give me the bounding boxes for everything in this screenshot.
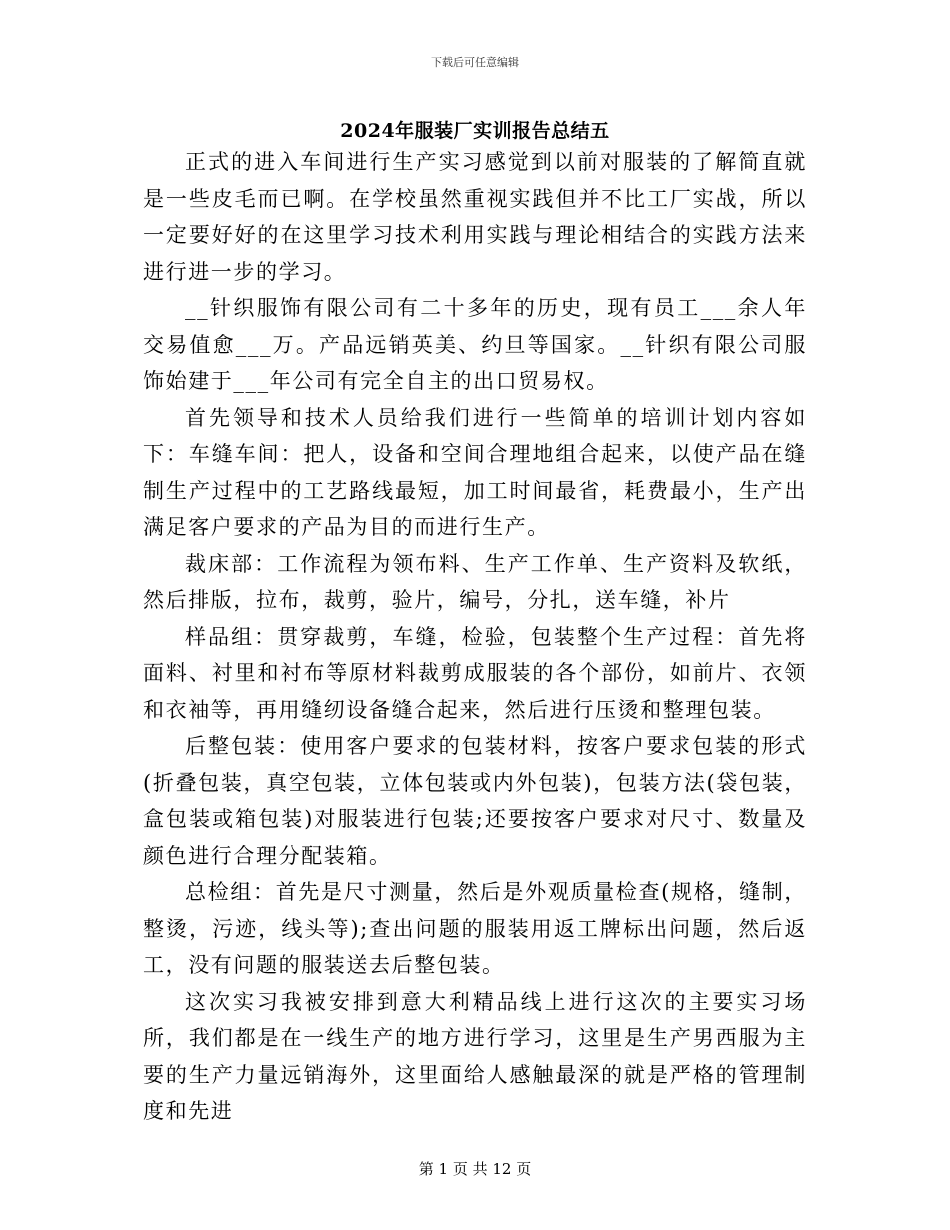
paragraph-internship: 这次实习我被安排到意大利精品线上进行这次的主要实习场所，我们都是在一线生产的地方进行学习，这里是生产男西服为主要的生产力量远销海外，这里面给人感触最深的就是严格的管理制度和先进	[143, 989, 807, 1123]
paragraph-company: __针织服饰有限公司有二十多年的历史，现有员工___余人年交易值愈___万。产品远销英美、约旦等国家。__针织有限公司服饰始建于___年公司有完全自主的出口贸易权。	[143, 296, 807, 393]
paragraph-intro: 正式的进入车间进行生产实习感觉到以前对服装的了解简直就是一些皮毛而已啊。在学校虽然重视实践但并不比工厂实战，所以一定要好好的在这里学习技术利用实践与理论相结合的实践方法来进行进一步的学习。	[143, 150, 807, 284]
document-title: 2024年服装厂实训报告总结五	[340, 120, 610, 142]
document-body	[143, 144, 807, 1130]
paragraph-sample: 样品组：贯穿裁剪，车缝，检验，包装整个生产过程：首先将面料、衬里和衬布等原材料裁剪成服装的各个部份，如前片、衣领和衣袖等，再用缝纫设备缝合起来，然后进行压烫和整理包装。	[143, 624, 807, 722]
paragraph-training: 首先领导和技术人员给我们进行一些简单的培训计划内容如下：车缝车间：把人，设备和空间合理地组合起来，以使产品在缝制生产过程中的工艺路线最短，加工时间最省，耗费最小，生产出满足客户要求的产品为目的而进行生产。	[143, 405, 807, 539]
page-number: 第 1 页 共 12 页	[418, 1160, 532, 1178]
header-note: 下载后可任意编辑	[431, 56, 519, 69]
paragraph-cutting: 裁床部：工作流程为领布料、生产工作单、生产资料及软纸，然后排版，拉布，裁剪，验片，编号，分扎，送车缝，补片	[143, 551, 807, 612]
paragraph-packaging: 后整包装：使用客户要求的包装材料，按客户要求包装的形式(折叠包装，真空包装，立体包装或内外包装)，包装方法(袋包装，盒包装或箱包装)对服装进行包装;还要按客户要求对尺寸、数量及颜色进行合理分配装箱。	[143, 734, 807, 868]
paragraph-inspection: 总检组：首先是尺寸测量，然后是外观质量检查(规格，缝制，整烫，污迹，线头等);查出问题的服装用返工牌标出问题，然后返工，没有问题的服装送去后整包装。	[143, 880, 807, 977]
